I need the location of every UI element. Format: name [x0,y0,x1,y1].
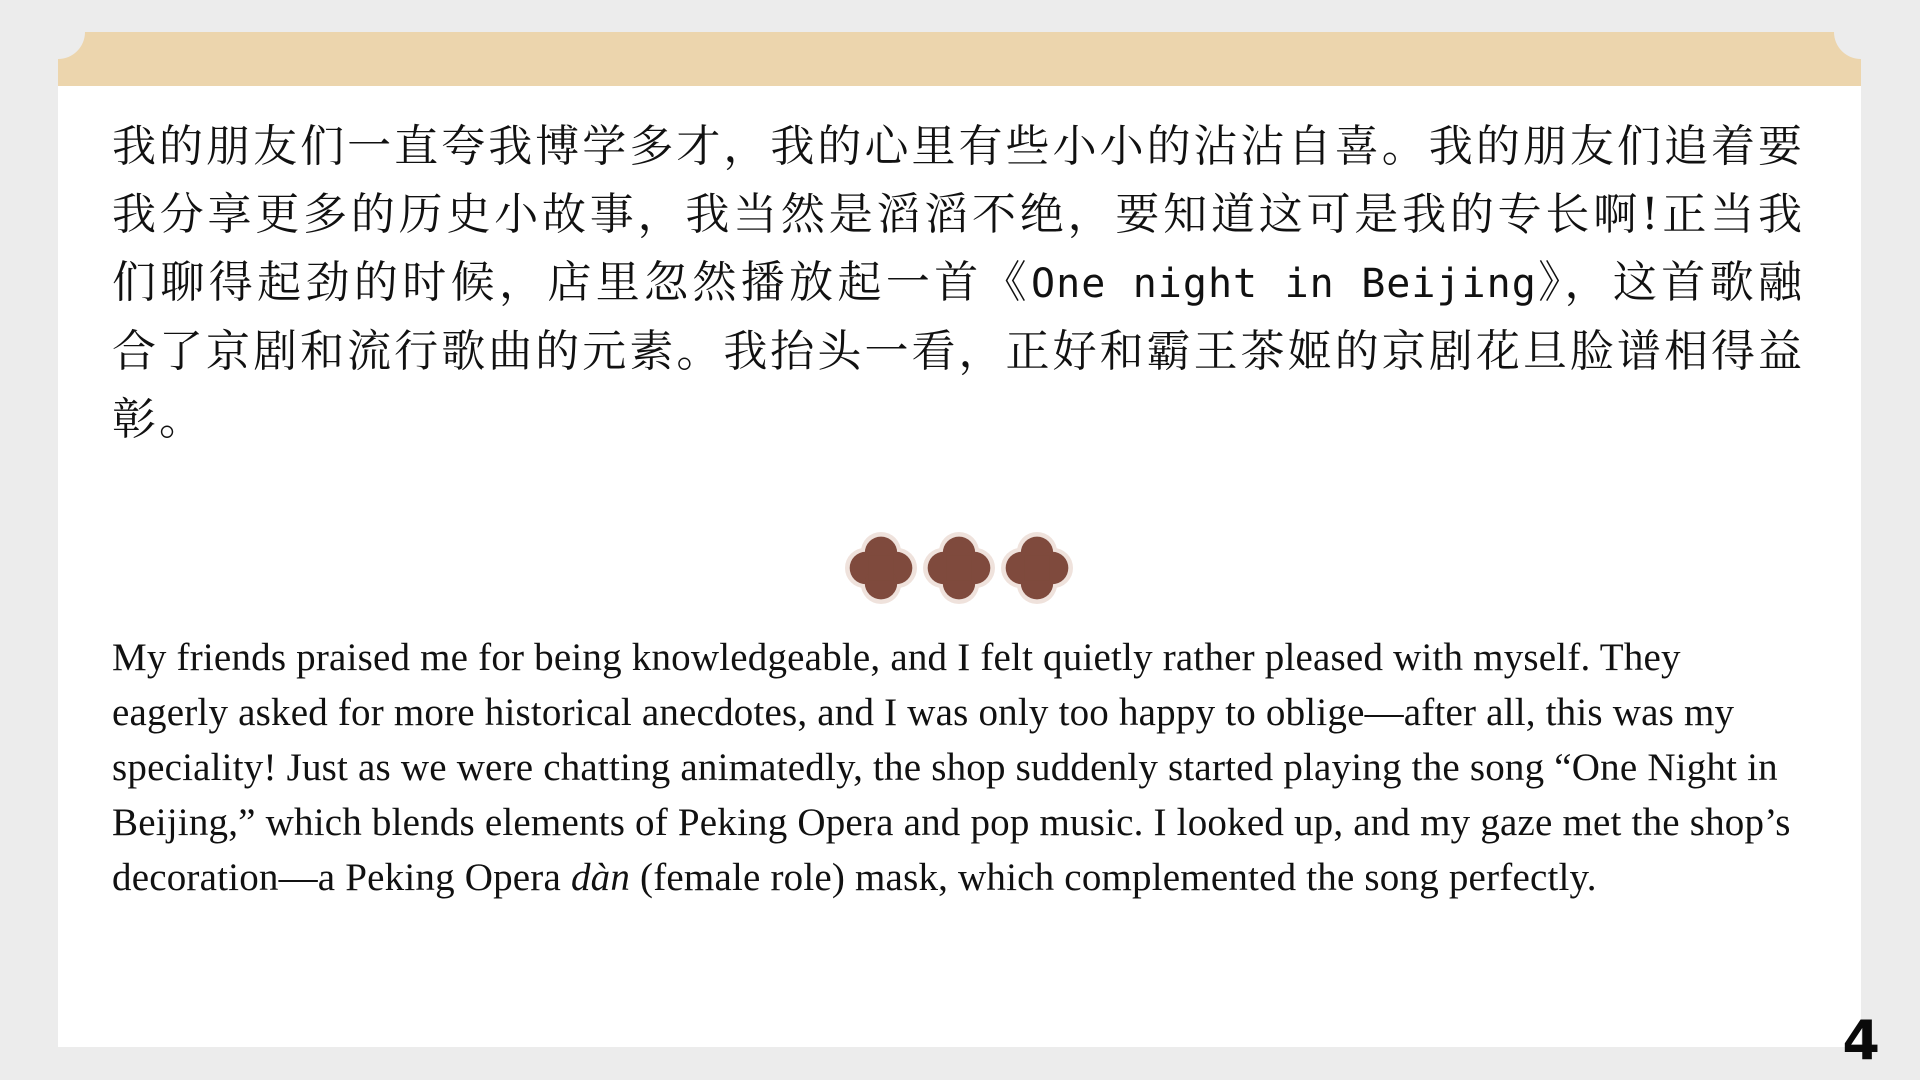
quatrefoil-ornament-icon [845,532,917,604]
chinese-text-before-song: 我的朋友们一直夸我博学多才，我的心里有些小小的沾沾自喜。我的朋友们追着要我分享更多的历史小故事，我当然是滔滔不绝，要知道这可是我的专长啊!正当我们聊得起劲的时候，店里忽然播放起一首《 [112,121,1805,308]
chinese-paragraph [112,113,1805,454]
document-page [58,86,1861,1047]
english-text-before-italic: My friends praised me for being knowledgeable, and I felt quietly rather pleased with myself. They eagerly asked for more historical anecdotes, and I was only too happy to oblige—after all, this was my speciality! Just as we were chatting animatedly, the shop suddenly started playing the song “One Night in Beijing,” which blends elements of Peking Opera and pop music. I looked up, and my gaze met the shop’s decoration—a Peking Opera [112,636,1791,899]
song-title-latin: One night in Beijing [1031,261,1537,307]
page-content [58,86,1861,905]
quatrefoil-ornament-icon [1001,532,1073,604]
english-text-after-italic: (female role) mask, which complemented the song perfectly. [630,856,1597,899]
quatrefoil-ornament-icon [923,532,995,604]
english-paragraph [112,630,1805,905]
page-number: 4 [1842,1009,1880,1072]
chinese-text-after-song: 》，这首歌融合了京剧和流行歌曲的元素。我抬头一看，正好和霸王茶姬的京剧花旦脸谱相得益彰。 [112,257,1806,445]
header-band [58,32,1861,86]
italic-term: dàn [570,856,631,899]
section-divider [112,532,1805,604]
